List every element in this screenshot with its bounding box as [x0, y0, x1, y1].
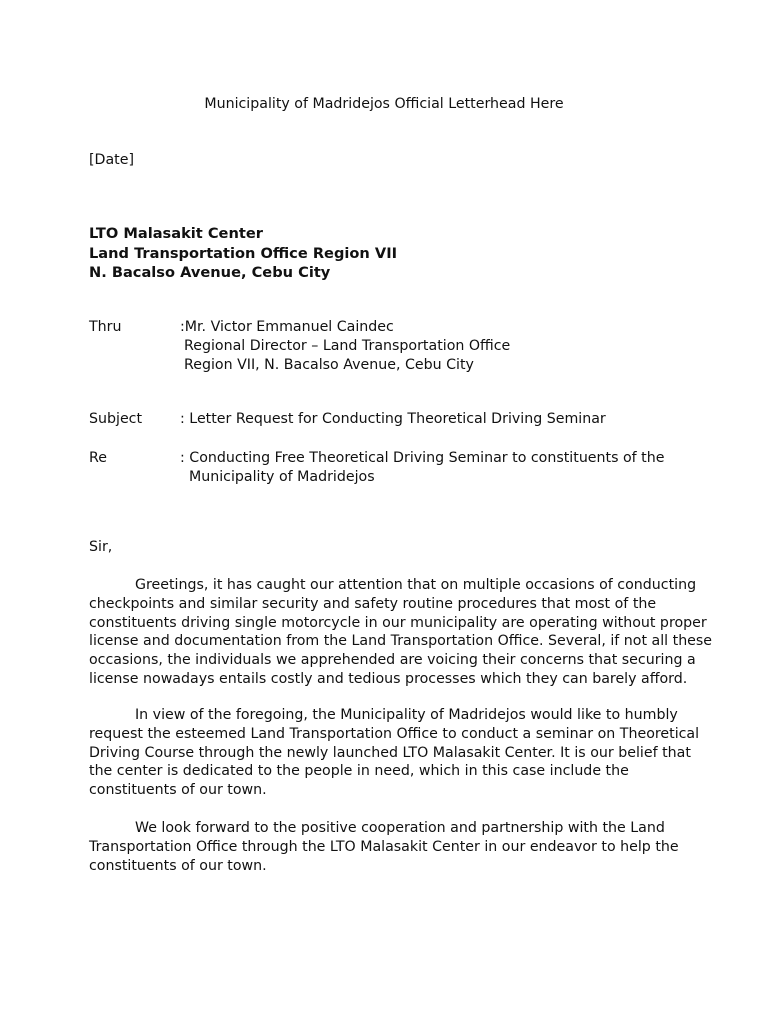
- paragraph-line: In view of the foregoing, the Municipality of Madridejos would like to humbly: [135, 707, 678, 723]
- re-line-2: Municipality of Madridejos: [189, 469, 375, 485]
- subject-label: Subject: [89, 411, 143, 427]
- recipient-line-1: LTO Malasakit Center: [89, 225, 263, 242]
- paragraph-line: the center is dedicated to the people in need, which in this case include the: [89, 763, 629, 780]
- letterhead-placeholder: Municipality of Madridejos Official Letterhead Here: [204, 96, 564, 112]
- paragraph-line: license nowadays entails costly and tedious processes which they can barely afford.: [89, 670, 688, 687]
- paragraph-line: constituents of our town.: [89, 857, 267, 874]
- recipient-address: [89, 224, 397, 283]
- salutation: Sir,: [89, 539, 113, 555]
- paragraph-line: occasions, the individuals we apprehended are voicing their concerns that securing a: [89, 652, 696, 669]
- paragraph-line: license and documentation from the Land Transportation Office. Several, if not all these: [89, 633, 713, 650]
- paragraph-line: Greetings, it has caught our attention that on multiple occasions of conducting: [135, 577, 697, 593]
- re-value: [180, 449, 664, 487]
- paragraph-line: Transportation Office through the LTO Malasakit Center in our endeavor to help the: [89, 838, 679, 855]
- paragraph-line: checkpoints and similar security and safety routine procedures that most of the: [89, 595, 657, 612]
- paragraph-line: constituents of our town.: [89, 782, 267, 799]
- body-paragraph-1: [89, 576, 713, 689]
- paragraph-line: request the esteemed Land Transportation Office to conduct a seminar on Theoretical: [89, 725, 700, 742]
- thru-label: Thru: [89, 319, 122, 335]
- paragraph-line: We look forward to the positive cooperation and partnership with the Land: [135, 820, 665, 836]
- body-paragraph-3: [89, 819, 689, 875]
- recipient-line-2: Land Transportation Office Region VII: [89, 244, 398, 262]
- recipient-line-3: N. Bacalso Avenue, Cebu City: [89, 264, 331, 281]
- paragraph-line: Driving Course through the newly launched LTO Malasakit Center. It is our belief that: [89, 744, 691, 761]
- date-placeholder: [Date]: [89, 152, 134, 168]
- body-paragraph-2: [89, 706, 700, 800]
- paragraph-line: constituents driving single motorcycle in our municipality are operating without proper: [89, 614, 707, 631]
- subject-value: : Letter Request for Conducting Theoretical Driving Seminar: [180, 411, 606, 427]
- thru-value: [180, 318, 510, 375]
- re-label: Re: [89, 450, 107, 466]
- thru-line-2: Regional Director – Land Transportation Office: [184, 338, 511, 354]
- thru-line-1: :Mr. Victor Emmanuel Caindec: [180, 319, 394, 335]
- thru-line-3: Region VII, N. Bacalso Avenue, Cebu City: [184, 357, 474, 373]
- re-line-1: : Conducting Free Theoretical Driving Seminar to constituents of the: [180, 450, 665, 466]
